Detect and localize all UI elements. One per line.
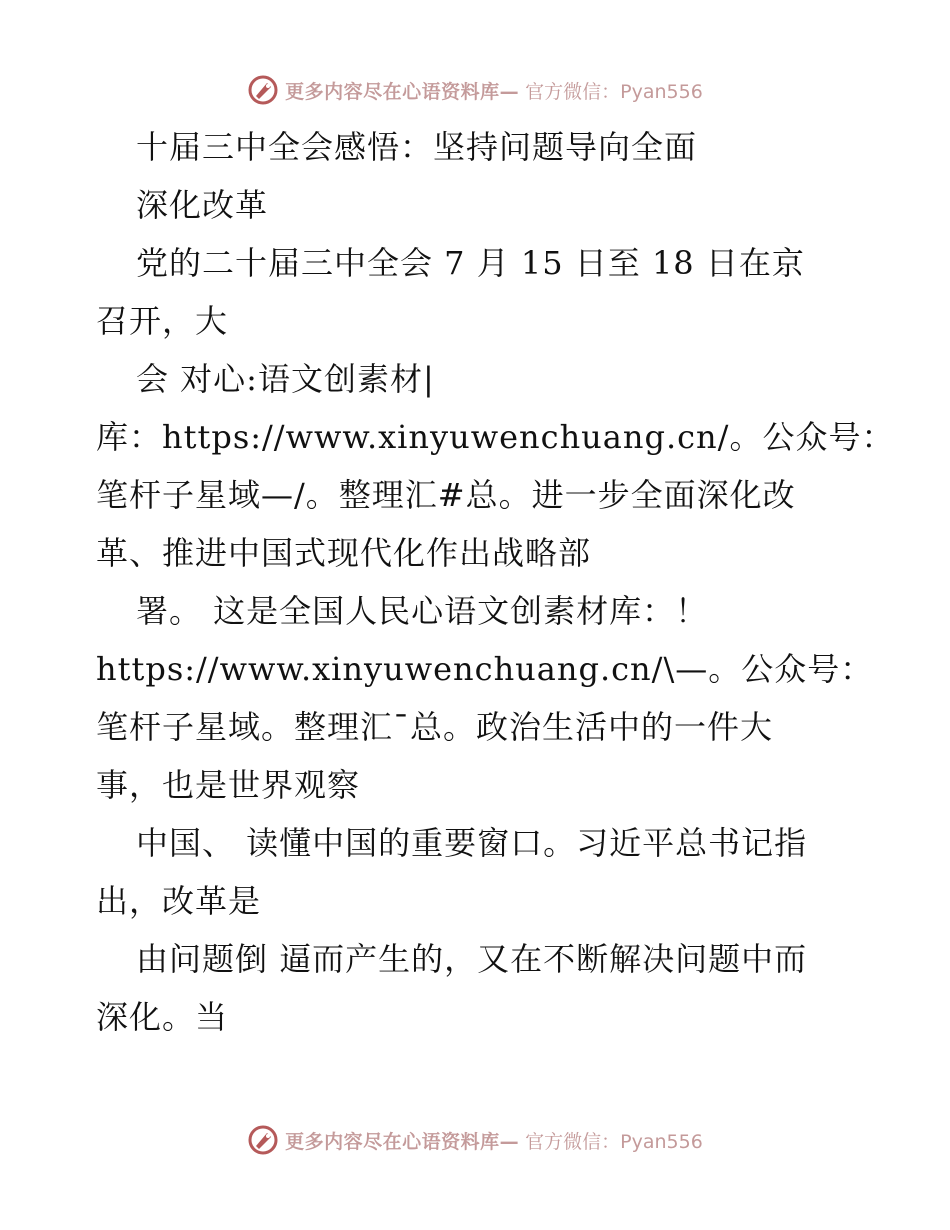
paragraph-line: 事，也是世界观察: [96, 766, 361, 804]
paragraph-line: 笔杆子星域。整理汇¯总。政治生活中的一件大: [96, 708, 774, 746]
footer-banner: [0, 1120, 950, 1160]
pen-nib-seal-icon: [247, 1124, 279, 1156]
paragraph-line: 中国、 读懂中国的重要窗口。习近平总书记指: [136, 824, 808, 862]
paragraph-line: 召开，大: [96, 302, 229, 340]
header-banner-text: 更多内容尽在心语资料库—: [285, 80, 520, 103]
paragraph-line: 会 对心:语文创素材|: [136, 360, 435, 398]
paragraph-line: 署。 这是全国人民心语文创素材库：！: [136, 592, 709, 630]
paragraph-line: 深化。当: [96, 998, 229, 1036]
paragraph-line: 出，改革是: [96, 882, 262, 920]
paragraph-line: https://www.xinyuwenchuang.cn/\—。公众号：: [96, 650, 874, 688]
paragraph-line: 革、推进中国式现代化作出战略部: [96, 534, 592, 572]
header-wechat-text: 官方微信：Pyan556: [525, 80, 703, 103]
pen-nib-seal-icon: [247, 74, 279, 106]
paragraph-line: 由问题倒 逼而产生的，又在不断解决问题中而: [136, 940, 808, 978]
paragraph-line: 库：https://www.xinyuwenchuang.cn/。公众号：: [96, 418, 895, 456]
title-line-1: 十届三中全会感悟：坚持问题导向全面: [136, 128, 698, 166]
paragraph-line: 党的二十届三中全会 7 月 15 日至 18 日在京: [136, 244, 805, 282]
paragraph-line: 笔杆子星域—/。整理汇#总。进一步全面深化改: [96, 476, 796, 514]
title-line-2: 深化改革: [136, 186, 269, 224]
header-banner: [0, 70, 950, 110]
footer-banner-text: 更多内容尽在心语资料库—: [285, 1130, 520, 1153]
footer-wechat-text: 官方微信：Pyan556: [525, 1130, 703, 1153]
document-body: [96, 118, 895, 1046]
